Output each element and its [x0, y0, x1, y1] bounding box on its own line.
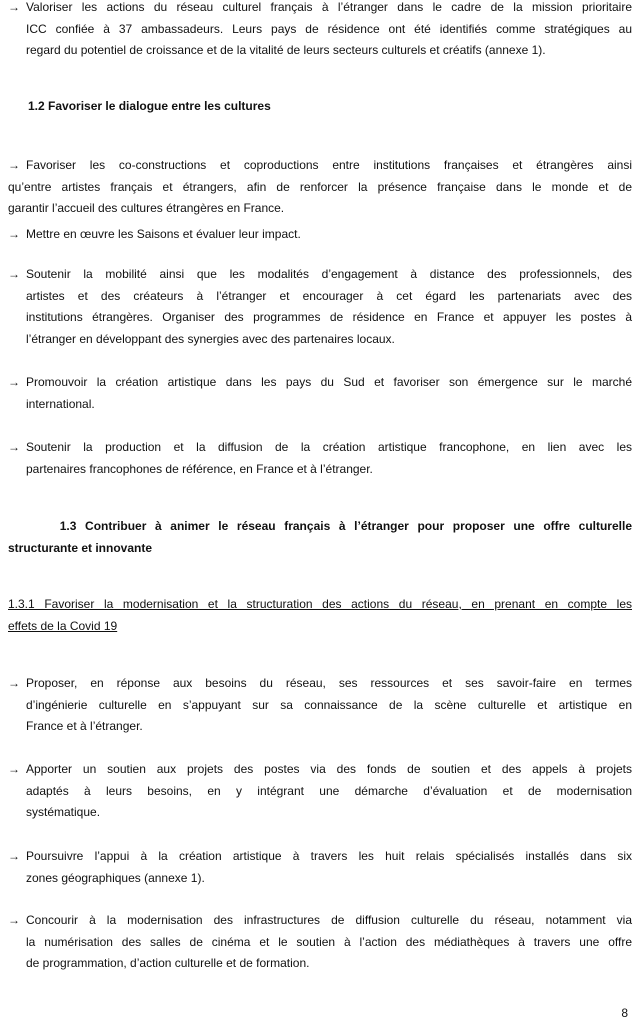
text-line: l’étranger en développant des synergies avec des partenaires locaux.	[26, 331, 395, 346]
bullet-paragraph	[8, 846, 632, 889]
arrow-icon: →	[8, 440, 20, 454]
text-line: institutions étrangères. Organiser des programmes de résidence en France et appuyer les postes à	[26, 310, 632, 324]
bullet-paragraph	[8, 437, 632, 480]
bullet-paragraph	[8, 759, 632, 824]
text-line: Apporter un soutien aux projets des postes via des fonds de soutien et des appels à projets	[26, 762, 632, 776]
bullet-paragraph	[8, 224, 632, 246]
text-line: garantir l’accueil des cultures étrangères en France.	[8, 201, 285, 215]
text-line: systématique.	[26, 805, 101, 819]
page-number: 8	[621, 1006, 628, 1020]
text-line: Proposer, en réponse aux besoins du réseau, ses ressources et ses savoir-faire en termes	[26, 676, 632, 690]
text-line: Promouvoir la création artistique dans les pays du Sud et favoriser son émergence sur le marché	[26, 375, 632, 389]
bullet-paragraph	[8, 264, 632, 350]
text-line: structurante et innovante	[8, 540, 153, 555]
text-line: partenaires francophones de référence, en France et à l’étranger.	[26, 461, 373, 476]
arrow-icon: →	[8, 0, 20, 14]
arrow-icon: →	[8, 267, 20, 281]
text-line: Soutenir la production et la diffusion de la création artistique francophone, en lien avec les	[26, 440, 632, 454]
arrow-icon: →	[8, 227, 20, 241]
bullet-paragraph	[8, 673, 632, 738]
text-line: Soutenir la mobilité ainsi que les modalités d’engagement à distance des professionnels, des	[26, 267, 632, 281]
arrow-icon: →	[8, 676, 20, 690]
bullet-paragraph	[8, 372, 632, 415]
text-line: qu’entre artistes français et étrangers, afin de renforcer la présence française dans le monde et de	[8, 179, 632, 194]
arrow-icon: →	[8, 849, 20, 863]
text-line: effets de la Covid 19	[8, 618, 118, 633]
text-line: France et à l’étranger.	[26, 719, 143, 733]
text-line: la numérisation des salles de cinéma et le soutien à l’action des médiathèques à travers une offre	[26, 934, 632, 949]
text-line: ICC confiée à 37 ambassadeurs. Leurs pays de résidence ont été identifiés comme stratégiques au	[26, 21, 632, 36]
section-heading	[8, 96, 632, 118]
text-line: d’ingénierie culturelle en s’appuyant sur sa connaissance de la scène culturelle et artistique en	[26, 697, 632, 712]
text-line: adaptés à leurs besoins, en y intégrant une démarche d’évaluation et de modernisation	[26, 783, 632, 798]
arrow-icon: →	[8, 375, 20, 389]
arrow-icon: →	[8, 158, 20, 172]
bullet-paragraph	[8, 0, 632, 62]
text-line: Mettre en œuvre les Saisons et évaluer leur impact.	[26, 227, 301, 241]
text-line: Concourir à la modernisation des infrastructures de diffusion culturelle du réseau, notamment via	[26, 913, 632, 927]
arrow-icon: →	[8, 913, 20, 927]
text-line: Poursuivre l’appui à la création artistique à travers les huit relais spécialisés installés dans six	[26, 849, 632, 863]
text-line: regard du potentiel de croissance et de la vitalité de leurs secteurs culturels et créatifs (annexe 1).	[26, 43, 546, 57]
text-line: de programmation, d’action culturelle et de formation.	[26, 956, 310, 970]
text-line: Favoriser les co-constructions et coproductions entre institutions françaises et étrangères ainsi	[26, 158, 632, 172]
text-line: international.	[26, 396, 95, 411]
section-heading	[8, 516, 632, 559]
text-line: artistes et des créateurs à l’étranger et encourager à cet égard les partenariats avec des	[26, 288, 632, 303]
subsection-heading	[8, 594, 632, 637]
text-line: Valoriser les actions du réseau culturel français à l’étranger dans le cadre de la mission prioritaire	[26, 0, 632, 14]
bullet-paragraph	[8, 155, 632, 220]
text-line: 1.3 Contribuer à animer le réseau français à l’étranger pour proposer une offre culturelle	[8, 519, 632, 533]
bullet-paragraph	[8, 910, 632, 975]
arrow-icon: →	[8, 762, 20, 776]
text-line: 1.3.1 Favoriser la modernisation et la structuration des actions du réseau, en prenant en compte les	[8, 597, 632, 611]
text-line: zones géographiques (annexe 1).	[26, 870, 205, 885]
text-line: 1.2 Favoriser le dialogue entre les cultures	[8, 99, 271, 113]
